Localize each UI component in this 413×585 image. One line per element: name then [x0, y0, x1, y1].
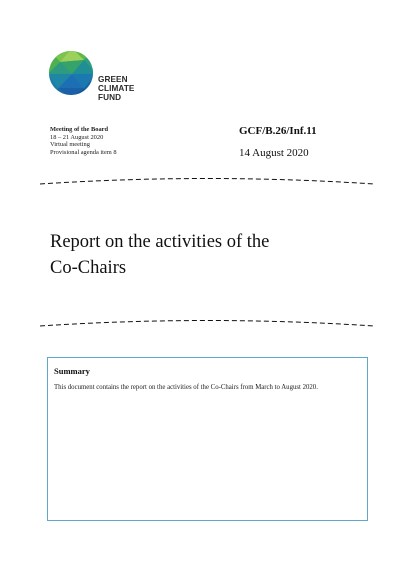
- summary-box: [47, 357, 368, 521]
- logo-line-fund: FUND: [98, 93, 122, 102]
- wave-separator-bottom: [40, 318, 374, 330]
- summary-heading: Summary: [54, 366, 90, 376]
- meeting-name: Meeting of the Board: [50, 126, 109, 133]
- globe-logo-icon: [48, 48, 96, 98]
- logo-wordmark: [98, 75, 134, 102]
- document-date: 14 August 2020: [239, 147, 309, 159]
- meeting-info: [50, 126, 117, 157]
- summary-text: This document contains the report on the activities of the Co-Chairs from March to August 2020.: [54, 384, 318, 391]
- title-line-1: Report on the activities of the: [50, 232, 270, 252]
- logo-line-climate: CLIMATE: [98, 84, 135, 93]
- meeting-dates: 18 – 21 August 2020: [50, 133, 104, 141]
- title-line-2: Co-Chairs: [50, 258, 127, 278]
- gcf-logo: [48, 48, 148, 108]
- wave-separator-top: [40, 176, 374, 188]
- document-reference: GCF/B.26/Inf.11: [239, 125, 317, 137]
- meeting-format: Virtual meeting: [50, 141, 90, 149]
- logo-line-green: GREEN: [98, 75, 128, 84]
- agenda-item: Provisional agenda item 8: [50, 149, 117, 157]
- document-title: [50, 229, 350, 281]
